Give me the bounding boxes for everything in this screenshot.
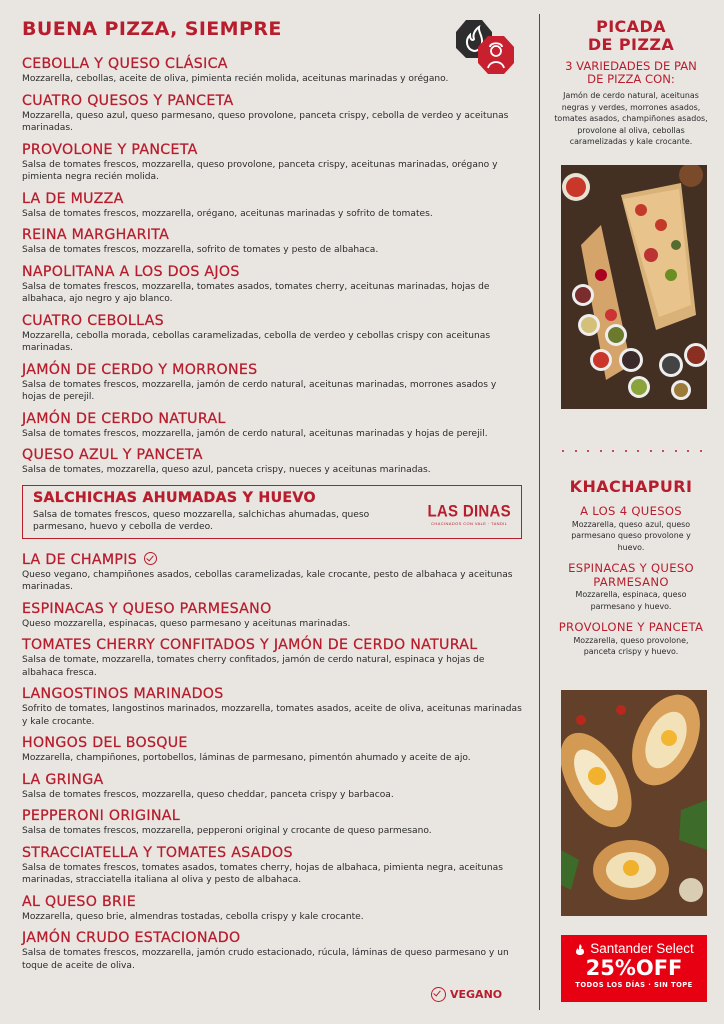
menu-item <box>22 56 522 86</box>
khachapuri-item-desc: Mozzarella, queso provolone, panceta crispy y huevo. <box>573 635 689 656</box>
menu-item-name: LA DE MUZZA <box>22 190 124 207</box>
menu-item <box>22 447 522 477</box>
menu-item-desc: Salsa de tomates frescos, mozzarella, jamón crudo estacionado, rúcula, láminas de queso parmesano y un toque de aceite de oliva. <box>22 948 509 971</box>
menu-item-name: CUATRO CEBOLLAS <box>22 312 164 329</box>
menu-item <box>22 191 522 221</box>
las-dinas-logo <box>427 503 511 526</box>
menu-item-name: ESPINACAS Y QUESO PARMESANO <box>22 600 272 617</box>
vegan-icon <box>431 987 446 1002</box>
menu-item-name: QUESO AZUL Y PANCETA <box>22 447 203 463</box>
menu-item <box>22 735 522 765</box>
menu-item-desc: Salsa de tomates frescos, mozzarella, pepperoni original y crocante de queso parmesano. <box>22 826 432 836</box>
menu-item-name: AL QUESO BRIE <box>22 893 136 910</box>
menu-item <box>22 808 522 838</box>
promo-item-name: SALCHICHAS AHUMADAS Y HUEVO <box>33 489 316 506</box>
menu-item <box>22 362 522 404</box>
pizza-list <box>22 56 522 477</box>
pizza-list <box>22 601 522 973</box>
menu-item <box>22 227 522 257</box>
santander-brand: Santander Select <box>590 941 694 956</box>
menu-item-name: LANGOSTINOS MARINADOS <box>22 686 224 702</box>
khachapuri-item-name: A LOS 4 QUESOS <box>580 504 682 518</box>
khachapuri-item <box>548 562 714 612</box>
page-title: BUENA PIZZA, SIEMPRE <box>22 18 282 40</box>
menu-item-name: CUATRO QUESOS Y PANCETA <box>22 92 234 109</box>
menu-item <box>22 894 522 924</box>
menu-item-name: PEPPERONI ORIGINAL <box>22 808 180 824</box>
menu-item-desc: Mozzarella, queso azul, queso parmesano, queso provolone, panceta crispy, cebolla de verdeo y aceitunas marinadas. <box>22 110 509 133</box>
menu-item <box>22 637 522 679</box>
menu-item-desc: Queso vegano, champiñones asados, cebollas caramelizadas, kale crocante, pesto de albahaca y aceitunas marinadas. <box>22 569 513 592</box>
picada-subtitle: 3 VARIEDADES DE PAN DE PIZZA CON: <box>565 59 697 86</box>
promo-item-desc: Salsa de tomates frescos, queso mozzarella, salchichas ahumadas, queso parmesano, huevo y cebolla de verdeo. <box>33 509 370 532</box>
menu-item-name: JAMÓN CRUDO ESTACIONADO <box>22 930 241 946</box>
menu-item <box>22 93 522 135</box>
picada-title-line1: PICADA <box>596 17 666 36</box>
menu-item-desc: Salsa de tomate, mozzarella, tomates cherry confitados, jamón de cerdo natural, espinaca y hojas de albahaca fresca. <box>22 655 485 678</box>
menu-item-desc: Sofrito de tomates, langostinos marinados, mozzarella, tomates asados, aceite de oliva, aceitunas marinadas y kale crocante. <box>22 704 522 727</box>
khachapuri-item <box>548 621 714 658</box>
category-badges <box>452 18 522 78</box>
khachapuri-section <box>548 478 714 658</box>
menu-item-desc: Salsa de tomates frescos, mozzarella, sofrito de tomates y pesto de albahaca. <box>22 245 379 255</box>
vegan-legend <box>429 987 502 1002</box>
picada-title-line2: DE PIZZA <box>587 35 675 54</box>
menu-item-name: CEBOLLA Y QUESO CLÁSICA <box>22 56 228 72</box>
legend-label: VEGANO <box>450 988 503 1001</box>
discount-label: 25%OFF <box>585 956 683 980</box>
menu-item-desc: Salsa de tomates frescos, mozzarella, jamón de cerdo natural, aceitunas marinadas, morrones asados y hojas de perejil. <box>22 379 497 402</box>
menu-item-desc: Mozzarella, cebolla morada, cebollas caramelizadas, cebolla de verdeo y cebollas crispy con aceitunas marinadas. <box>22 330 491 353</box>
pizza-chef-icon <box>478 36 514 74</box>
menu-item <box>22 845 522 887</box>
santander-promo-banner <box>561 935 707 1002</box>
khachapuri-item-desc: Mozzarella, queso azul, queso parmesano queso provolone y huevo. <box>571 519 691 552</box>
menu-item <box>22 686 522 728</box>
menu-item <box>22 313 522 355</box>
khachapuri-item-name: PROVOLONE Y PANCETA <box>558 620 704 634</box>
discount-terms: TODOS LOS DÍAS · SIN TOPE <box>575 981 693 989</box>
menu-item-name: STRACCIATELLA Y TOMATES ASADOS <box>22 844 293 861</box>
menu-item-name: PROVOLONE Y PANCETA <box>22 141 198 158</box>
khachapuri-title: KHACHAPURI <box>569 477 693 496</box>
menu-item-name: JAMÓN DE CERDO NATURAL <box>22 410 226 427</box>
vegan-icon <box>144 552 157 565</box>
menu-item-name: HONGOS DEL BOSQUE <box>22 735 188 751</box>
menu-item <box>22 411 522 441</box>
menu-item-name: LA DE CHAMPIS <box>22 551 138 568</box>
picada-section <box>548 18 714 148</box>
menu-item-name: JAMÓN DE CERDO Y MORRONES <box>22 361 258 378</box>
section-dots <box>562 450 702 452</box>
menu-item-vegan <box>22 552 522 594</box>
picada-photo <box>561 165 707 409</box>
menu-item-desc: Salsa de tomates frescos, mozzarella, jamón de cerdo natural, aceitunas marinadas y hojas de perejil. <box>22 428 488 439</box>
menu-item-name: TOMATES CHERRY CONFITADOS Y JAMÓN DE CERDO NATURAL <box>22 637 478 653</box>
menu-main-column <box>22 18 522 979</box>
menu-item-desc: Mozzarella, queso brie, almendras tostadas, cebolla crispy y kale crocante. <box>22 911 364 922</box>
santander-flame-icon <box>574 943 586 955</box>
menu-item-desc: Salsa de tomates frescos, mozzarella, orégano, aceitunas marinadas y sofrito de tomates. <box>22 208 433 219</box>
menu-item-desc: Mozzarella, cebollas, aceite de oliva, pimienta recién molida, aceitunas marinadas y orégano. <box>22 74 449 84</box>
khachapuri-photo <box>561 690 707 916</box>
menu-item-name: NAPOLITANA A LOS DOS AJOS <box>22 263 240 280</box>
menu-item-desc: Queso mozzarella, espinacas, queso parmesano y aceitunas marinadas. <box>22 618 351 629</box>
menu-item-desc: Salsa de tomates frescos, tomates asados, tomates cherry, hojas de albahaca, pimienta negra, aceitunas marinadas, stracciatella italiana al oliva y pesto de albahaca. <box>22 862 503 885</box>
khachapuri-item-desc: Mozzarella, espinaca, queso parmesano y huevo. <box>575 590 687 611</box>
menu-item-name: REINA MARGHARITA <box>22 227 170 243</box>
promo-box <box>22 485 522 539</box>
khachapuri-item-name: ESPINACAS Y QUESO PARMESANO <box>568 561 694 589</box>
brand-name: LAS DINAS <box>427 501 511 521</box>
menu-item <box>22 772 522 802</box>
khachapuri-list <box>548 505 714 658</box>
brand-tagline: CHACINADOS CON VALE · TANDIL <box>431 520 508 526</box>
menu-item-desc: Salsa de tomates frescos, mozzarella, tomates asados, tomates cherry, aceitunas marinadas, hojas de albahaca, ajo negro y ajo blanco. <box>22 281 490 304</box>
menu-item <box>22 142 522 184</box>
menu-item-desc: Salsa de tomates frescos, mozzarella, queso cheddar, panceta crispy y barbacoa. <box>22 789 394 800</box>
menu-item <box>22 601 522 631</box>
menu-item-desc: Salsa de tomates frescos, mozzarella, queso provolone, panceta crispy, aceitunas marinadas, orégano y pimienta negra recién molida. <box>22 159 498 182</box>
column-divider <box>539 14 540 1010</box>
khachapuri-item <box>548 505 714 553</box>
menu-item <box>22 264 522 306</box>
menu-item-desc: Mozzarella, champiñones, portobellos, láminas de parmesano, pimentón ahumado y aceite de ajo. <box>22 753 471 763</box>
menu-item-name: LA GRINGA <box>22 771 104 788</box>
menu-item-desc: Salsa de tomates, mozzarella, queso azul, panceta crispy, nueces y aceitunas marinadas. <box>22 465 431 475</box>
picada-desc: Jamón de cerdo natural, aceitunas negras y verdes, morrones asados, tomates asados, champiñones asados, provolone al oliva, cebollas caramelizadas y kale crocante. <box>554 91 708 146</box>
menu-item <box>22 930 522 972</box>
